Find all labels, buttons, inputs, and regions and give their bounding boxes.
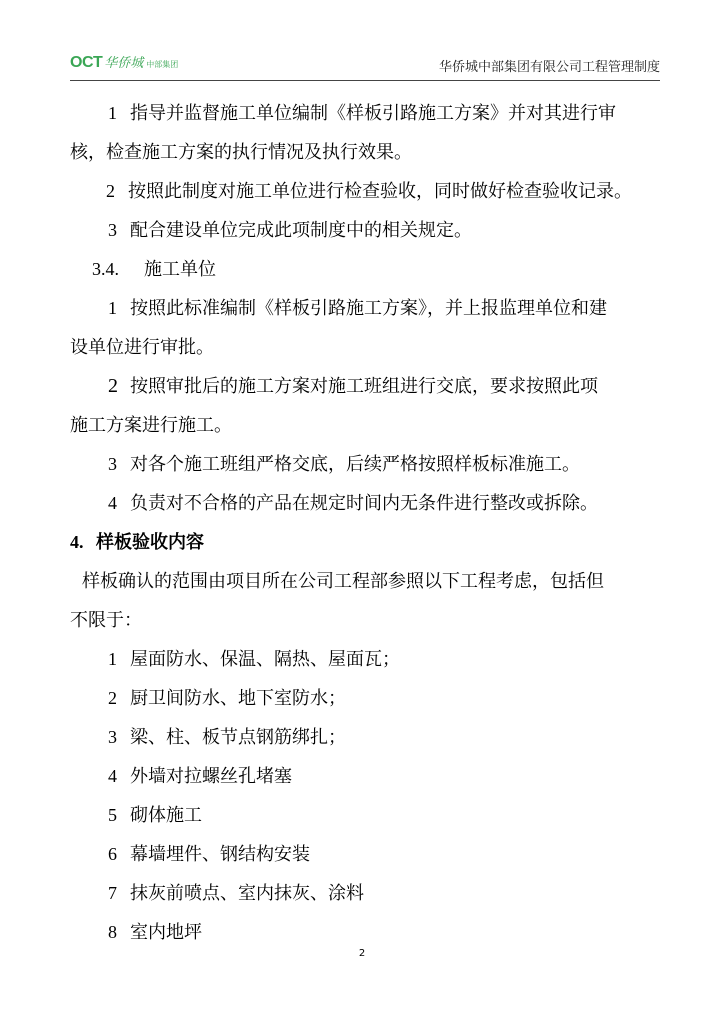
list-item: [70, 640, 660, 679]
intro-text: 不限于：: [70, 610, 142, 631]
header-divider: [70, 80, 660, 81]
list-item: [70, 718, 660, 757]
list-item: [70, 913, 660, 952]
list-item: [70, 835, 660, 874]
item-text: 外墙对拉螺丝孔堵塞: [130, 766, 292, 787]
item-text: 砌体施工: [130, 805, 202, 826]
item-text: 核，检查施工方案的执行情况及执行效果。: [70, 142, 412, 163]
item-text: 室内地坪: [130, 922, 202, 943]
list-item: [70, 796, 660, 835]
item-number: 3: [108, 454, 117, 474]
item-number: 4: [108, 493, 117, 513]
list-item-continuation: [70, 328, 660, 367]
item-number: 1: [108, 298, 117, 318]
section-title: 样板验收内容: [96, 532, 204, 553]
item-number: 5: [108, 805, 117, 825]
item-number: 7: [108, 883, 117, 903]
logo-oct-text: OCT: [70, 54, 103, 71]
item-text: 配合建设单位完成此项制度中的相关规定。: [130, 220, 472, 241]
item-number: 3: [108, 727, 117, 747]
list-item: [70, 94, 660, 133]
section-heading-3-4: [70, 250, 660, 289]
item-text: 按照此标准编制《样板引路施工方案》，并上报监理单位和建: [130, 298, 607, 319]
list-item: [70, 484, 660, 523]
item-text: 幕墙埋件、钢结构安装: [130, 844, 310, 865]
item-text: 施工方案进行施工。: [70, 415, 232, 436]
item-text: 按照此制度对施工单位进行检查验收，同时做好检查验收记录。: [128, 181, 632, 202]
page-header: [70, 52, 660, 78]
item-text: 按照审批后的施工方案对施工班组进行交底，要求按照此项: [130, 376, 598, 397]
item-text: 梁、柱、板节点钢筋绑扎；: [130, 727, 346, 748]
item-text: 对各个施工班组严格交底，后续严格按照样板标准施工。: [130, 454, 580, 475]
list-item: [70, 289, 660, 328]
intro-paragraph: [70, 562, 660, 601]
list-item: [70, 367, 660, 406]
document-body: [70, 94, 660, 952]
item-text: 负责对不合格的产品在规定时间内无条件进行整改或拆除。: [130, 493, 598, 514]
item-number: 1: [108, 103, 117, 123]
list-item: [70, 445, 660, 484]
item-number: 3: [108, 220, 117, 240]
list-item-continuation: [70, 133, 660, 172]
list-item: [70, 679, 660, 718]
section-heading-4: [70, 523, 660, 562]
company-logo: [70, 52, 178, 72]
item-number: 1: [108, 649, 117, 669]
section-number: 4.: [70, 532, 84, 552]
item-number: 2: [108, 375, 118, 397]
item-number: 2: [108, 688, 117, 708]
list-item-continuation: [70, 406, 660, 445]
list-item: [70, 172, 660, 211]
list-item: [70, 757, 660, 796]
item-number: 4: [108, 766, 117, 786]
logo-sub-text: 中部集团: [146, 60, 179, 69]
section-number: 3.4.: [92, 259, 119, 279]
item-number: 6: [108, 844, 117, 864]
page-number: 2: [358, 948, 366, 959]
intro-text: 样板确认的范围由项目所在公司工程部参照以下工程考虑，包括但: [82, 571, 604, 592]
item-number: 8: [108, 922, 117, 942]
item-text: 设单位进行审批。: [70, 337, 214, 358]
logo-cn-text: 华侨城: [104, 56, 144, 71]
section-title: 施工单位: [144, 259, 216, 280]
item-number: 2: [106, 181, 115, 201]
list-item: [70, 211, 660, 250]
item-text: 屋面防水、保温、隔热、屋面瓦；: [130, 649, 400, 670]
item-text: 指导并监督施工单位编制《样板引路施工方案》并对其进行审: [130, 103, 616, 124]
intro-continuation: [70, 601, 660, 640]
item-text: 抹灰前喷点、室内抹灰、涂料: [130, 883, 364, 904]
item-text: 厨卫间防水、地下室防水；: [130, 688, 346, 709]
list-item: [70, 874, 660, 913]
header-title: 华侨城中部集团有限公司工程管理制度: [438, 60, 660, 75]
